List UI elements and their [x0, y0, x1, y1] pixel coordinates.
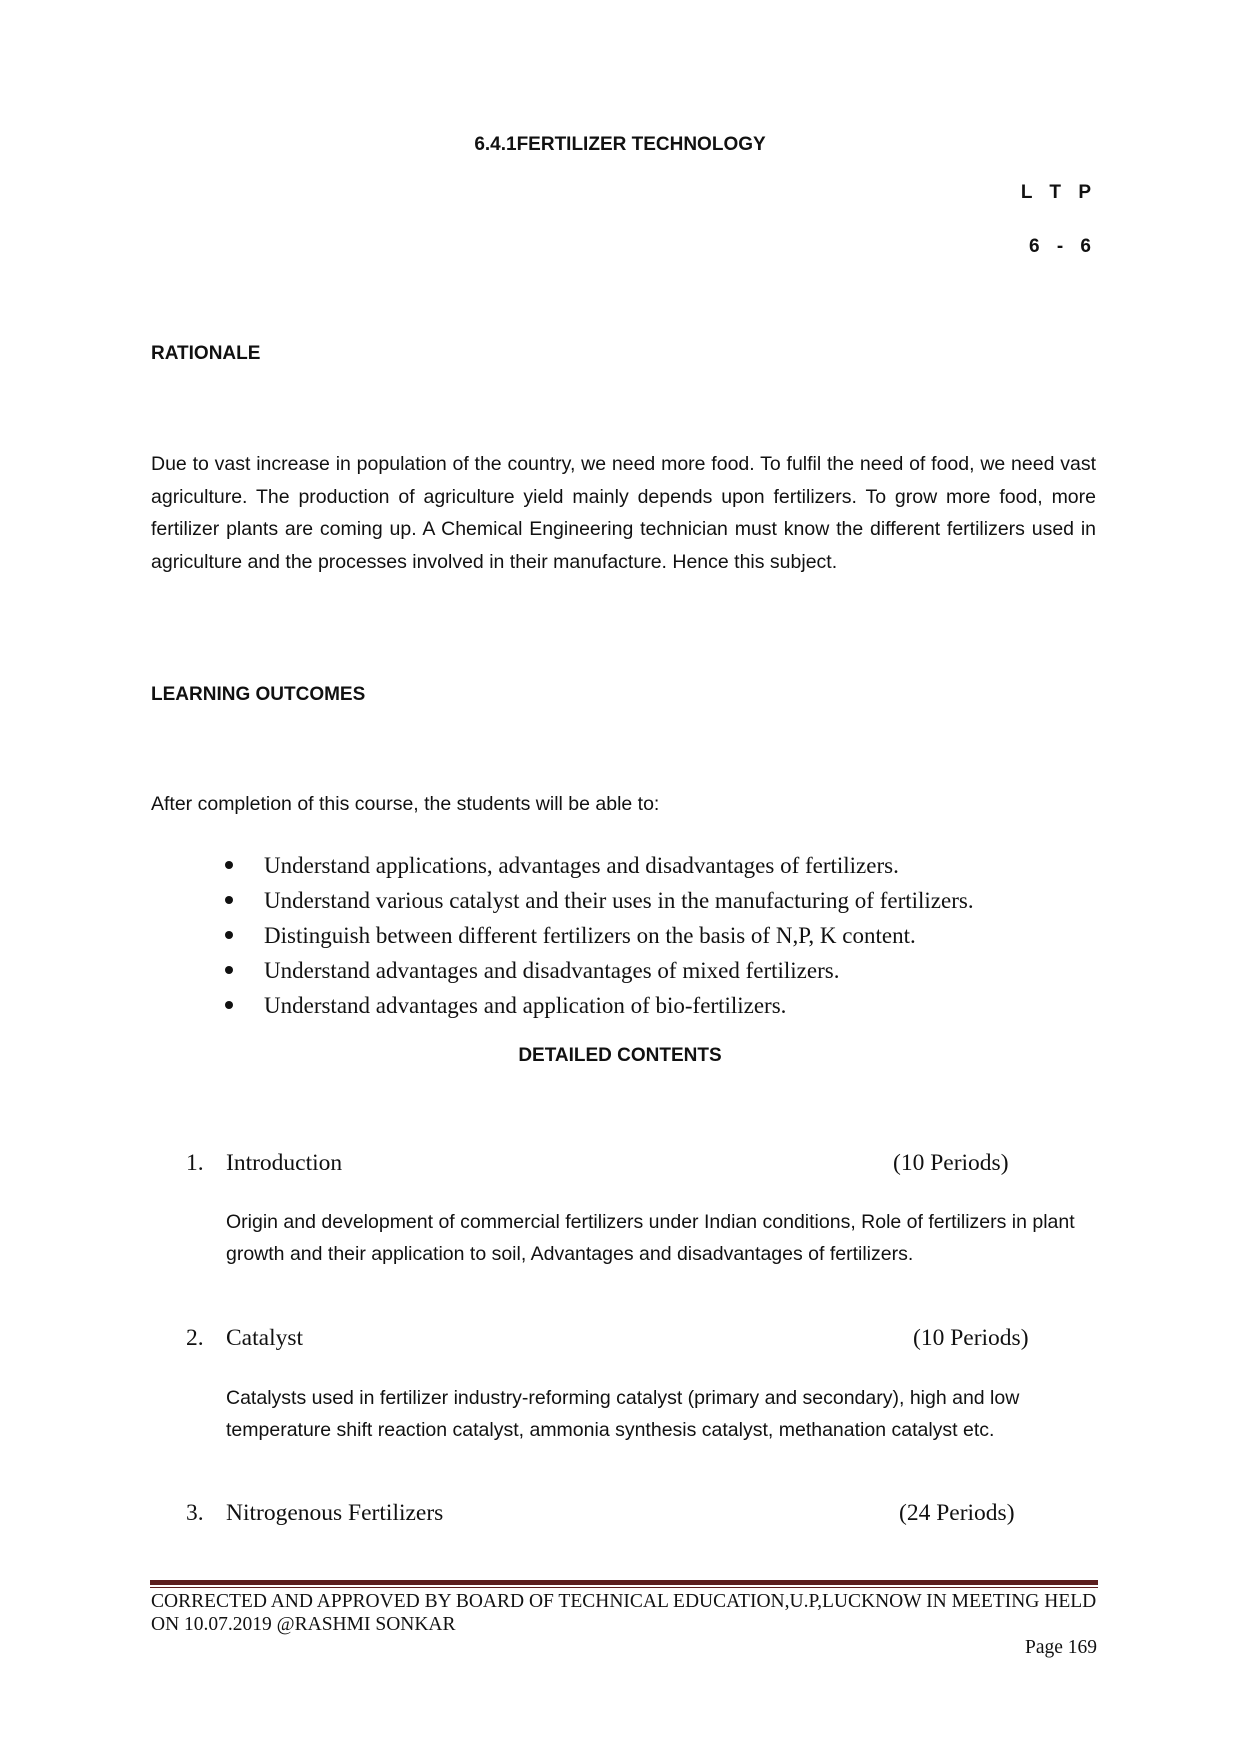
- unit-number: 1.: [186, 1150, 204, 1176]
- list-item: [221, 953, 974, 988]
- bullet-icon: [225, 931, 233, 939]
- outcome-text: Understand applications, advantages and disadvantages of fertilizers.: [264, 853, 899, 878]
- outcome-text: Distinguish between different fertilizers on the basis of N,P, K content.: [264, 923, 916, 948]
- list-item: [221, 918, 974, 953]
- detailed-contents-heading: DETAILED CONTENTS: [518, 1045, 722, 1066]
- bullet-icon: [225, 966, 233, 974]
- list-item: [221, 883, 974, 918]
- learning-outcomes-intro: After completion of this course, the students will be able to:: [151, 793, 660, 815]
- learning-outcomes-list: [221, 848, 974, 1023]
- unit-1-title: [186, 1150, 342, 1177]
- footer-line-2: ON 10.07.2019 @RASHMI SONKAR: [151, 1614, 456, 1635]
- page-number: Page 169: [1024, 1637, 1097, 1658]
- list-item: [221, 988, 974, 1023]
- footer-line-1: CORRECTED AND APPROVED BY BOARD OF TECHNICAL EDUCATION,U.P,LUCKNOW IN MEETING HELD: [151, 1591, 1097, 1612]
- unit-name: Introduction: [226, 1150, 343, 1176]
- unit-name: Catalyst: [226, 1325, 304, 1351]
- outcome-text: Understand advantages and application of bio-fertilizers.: [264, 993, 787, 1018]
- footer-divider-thin: [150, 1587, 1098, 1588]
- bullet-icon: [225, 896, 233, 904]
- unit-2-title: [186, 1325, 303, 1352]
- bullet-icon: [225, 1001, 233, 1009]
- unit-3-title: [186, 1500, 443, 1527]
- ltp-header: L T P: [1020, 182, 1097, 203]
- footer-divider: [150, 1580, 1098, 1585]
- rationale-text: Due to vast increase in population of the country, we need more food. To fulfil the need of food, we need vast agriculture. The production of agriculture yield mainly depends upon fertilizers. To grow more food, more fertilizer plants are coming up. A Chemical Engineering technician must know the different fertilizers used in agriculture and the processes involved in their manufacture. Hence this subject.: [151, 453, 1096, 573]
- outcome-text: Understand various catalyst and their uses in the manufacturing of fertilizers.: [264, 888, 974, 913]
- unit-1-periods: (10 Periods): [893, 1150, 1009, 1176]
- unit-number: 2.: [186, 1325, 204, 1351]
- page-title: 6.4.1FERTILIZER TECHNOLOGY: [474, 134, 766, 155]
- unit-name: Nitrogenous Fertilizers: [226, 1500, 444, 1526]
- unit-number: 3.: [186, 1500, 204, 1526]
- footer-note: [151, 1590, 1101, 1636]
- bullet-icon: [225, 861, 233, 869]
- unit-1-description: Origin and development of commercial fertilizers under Indian conditions, Role of fertilizers in plant growth and their application to soil, Advantages and disadvantages of fertilizers.: [226, 1211, 1075, 1265]
- unit-2-description: Catalysts used in fertilizer industry-reforming catalyst (primary and secondary), high and low temperature shift reaction catalyst, ammonia synthesis catalyst, methanation catalyst etc.: [226, 1387, 1020, 1441]
- outcome-text: Understand advantages and disadvantages of mixed fertilizers.: [264, 958, 840, 983]
- learning-outcomes-heading: LEARNING OUTCOMES: [151, 684, 366, 705]
- ltp-values: 6 - 6: [1028, 236, 1097, 257]
- unit-2-periods: (10 Periods): [913, 1325, 1029, 1351]
- list-item: [221, 848, 974, 883]
- unit-3-periods: (24 Periods): [899, 1500, 1015, 1526]
- rationale-heading: RATIONALE: [151, 343, 261, 364]
